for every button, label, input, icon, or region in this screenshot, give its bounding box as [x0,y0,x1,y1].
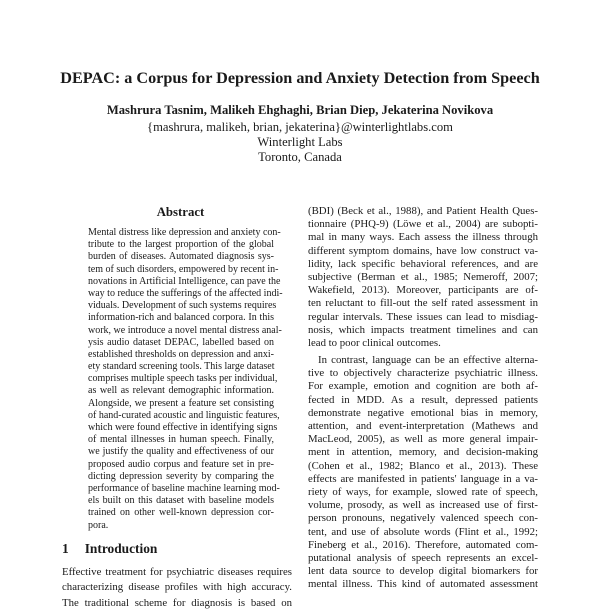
text-line: ety standard screening tools. This large dataset [88,361,275,373]
text-line: putational analysis of speech represents an excel- [308,551,538,564]
abstract-heading: Abstract [156,205,205,219]
text-line: which were found effective in identifying signs [88,422,278,433]
text-line: tribute to the largest proportion of the global [88,239,274,251]
text-line: (BDI) (Beck et al., 1988), and Patient Health Ques- [308,205,538,217]
text-line: mental illness. This kind of automated assessment [308,578,538,591]
text-line: effects are manifested in patients' language in a va- [308,472,538,485]
section-number: 1 [62,541,69,556]
section-title: Introduction [84,541,158,556]
text-line: tive to objectively characterize psychiatric illness. [308,367,538,380]
text-line: volume, prosody, as well as increased use of first- [308,499,538,512]
text-line: way to reduce the sufferings of the affected indi- [88,287,283,299]
abstract-body [88,227,283,532]
text-line: els built on this dataset with baseline models [88,495,274,507]
text-line: In contrast, language can be an effective alterna- [318,354,538,367]
text-line: established thresholds on depression and anxi- [88,348,274,360]
text-line: riety of ways, for example, slowed rate of speech, [308,485,538,498]
text-line: ten reluctant to fill-out the self rated assessment in [308,297,538,310]
text-line: ysis audio dataset DEPAC, labelled based on [88,336,274,348]
text-line: mal in many ways. Each assess the illness through [308,231,538,244]
text-line: pora. [88,519,109,531]
text-line: tent, and use of absolute words (Flint et al., 1992; [308,525,538,538]
right-column-body [308,205,538,591]
text-line: Effective treatment for psychiatric diseases requires [62,566,292,578]
text-line: trained on other well-known depression cor- [88,507,274,519]
introduction-heading [62,541,157,557]
text-line: ment in attention, memory, and decision-making [308,446,538,459]
text-line: fected in MDD. As a result, depressed patients [308,393,538,406]
author-list: Mashrura Tasnim, Malikeh Ehghaghi, Brian Diep, Jekaterina Novikova [106,103,494,117]
paper-title: DEPAC: a Corpus for Depression and Anxiety Detection from Speech [60,69,540,87]
text-line: comprises multiple speech tasks per individual, [88,373,278,385]
text-line: person pronouns, negatively valenced speech con- [308,512,538,525]
text-line: viduals. Development of such systems requires [88,300,277,312]
text-line: Alongside, we present a feature set consisting [88,397,274,409]
text-line: of hand-curated acoustic and linguistic features, [88,409,280,421]
author-emails: {mashrura, malikeh, brian, jekaterina}@winterlightlabs.com [147,120,453,134]
text-line: we justify the quality and effectiveness of our [88,446,274,458]
text-line: MacLeod, 2005), as well as more general impair- [308,433,538,446]
text-line: burden of diseases. Automated diagnosis sys- [88,251,274,263]
text-line: nosis, which impacts treatment timelines and can [308,323,538,336]
location: Toronto, Canada [258,150,342,164]
text-line: different symptom domains, have low construct va- [308,244,538,257]
text-line: attention, and event-interpretation (Mathews and [308,420,538,432]
text-line: subjective (Berman et al., 1985; Nemeroff, 2007; [308,270,538,283]
text-line: tionnaire (PHQ-9) (Löwe et al., 2004) are subopti- [308,218,538,231]
text-line: dicting depression severity by comparing the [88,470,274,482]
text-line: information-rich and balanced corpora. In this [88,312,274,324]
text-line: as well as relevant demographic information. [88,385,274,397]
text-line: work, we introduce a novel mental distress anal- [88,324,282,336]
text-line: tem of such disorders, empowered by recent in- [88,263,279,275]
text-line: Wakefield, 2013). Moreover, participants are of- [308,284,538,297]
text-line: novations in Artificial Intelligence, can pave the [88,275,281,287]
text-line: proposed audio corpus and feature set in pre- [88,458,274,470]
text-line: demonstrate negative emotional bias in memory, [308,406,538,419]
text-line: lent data source to develop digital biomarkers for [308,565,538,578]
text-line: lidity, lack specific behavioral references, and are [308,257,538,270]
text-line: For example, emotion and cognition are both af- [308,380,538,393]
text-line: Mental distress like depression and anxiety con- [88,227,281,238]
text-line: Fineberg et al., 2016). Therefore, automated com- [308,538,538,551]
introduction-body [62,565,292,611]
organization: Winterlight Labs [257,135,343,149]
text-line: The traditional scheme for diagnosis is based on [62,596,292,609]
text-line: of mental illnesses in human speech. Finally, [88,434,274,446]
text-line: regular intervals. These issues can lead to misdiag- [308,310,538,323]
text-line: lead to poor clinical outcomes. [308,336,441,349]
text-line: performance of baseline machine learning mod- [88,482,280,494]
text-line: (Cohen et al., 1982; Blanco et al., 2013). These [308,459,538,472]
text-line: characterizing disease profiles with high accuracy. [62,581,292,594]
